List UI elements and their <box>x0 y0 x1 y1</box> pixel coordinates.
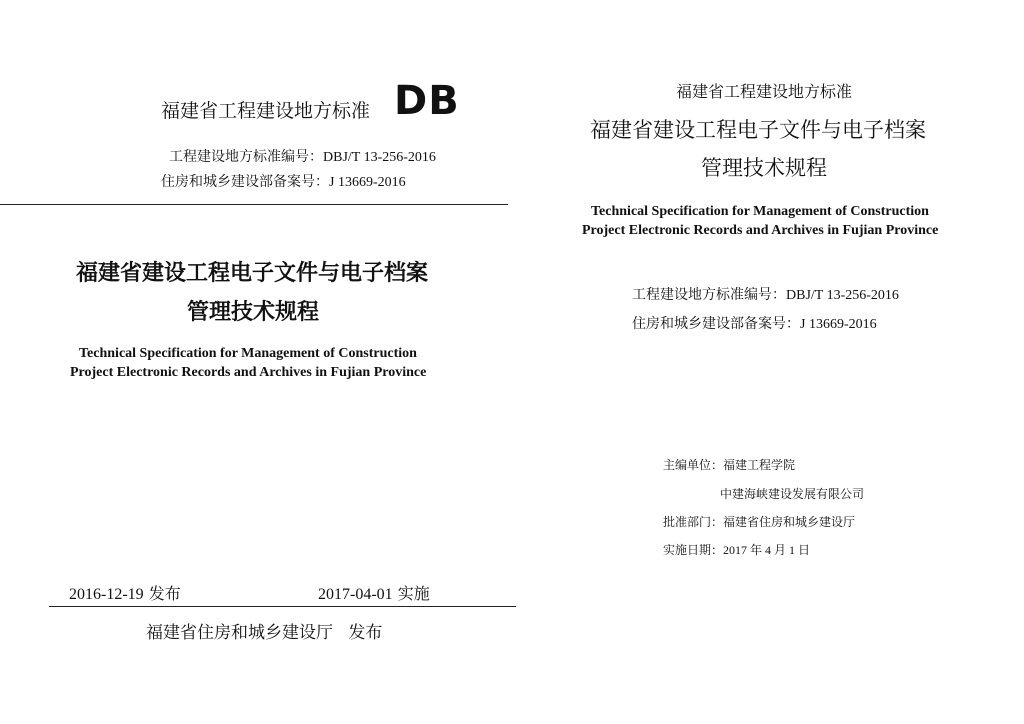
db-mark: DB <box>394 78 460 124</box>
filing-number-value: J 13669-2016 <box>329 175 406 190</box>
cover-effective-date <box>318 581 430 604</box>
cover-bottom-rule <box>49 606 516 607</box>
publisher-action: 发布 <box>348 623 383 643</box>
cover-title-en-line1: Technical Specification for Management of Construction <box>79 346 417 361</box>
filing-number-label: 住房和城乡建设部备案号： <box>632 316 800 332</box>
cover-filing-number <box>161 171 406 191</box>
chief-editor-unit-2: 中建海峡建设发展有限公司 <box>720 487 865 501</box>
standard-number-value: DBJ/T 13-256-2016 <box>323 150 436 165</box>
cover-title-en-line2: Project Electronic Records and Archives in Fujian Province <box>70 365 427 380</box>
cover-standard-number <box>169 146 436 166</box>
chief-editor-row <box>663 456 795 473</box>
title-page-title-cn-line1: 福建省建设工程电子文件与电子档案 <box>590 118 926 142</box>
title-page-title-en-line2: Project Electronic Records and Archives in Fujian Province <box>582 223 939 238</box>
cover-top-rule <box>0 204 508 205</box>
issue-date-value: 2016-12-19 <box>69 586 144 603</box>
implementation-row <box>663 541 810 558</box>
issue-label: 发布 <box>148 584 181 603</box>
approver-label: 批准部门： <box>663 515 724 529</box>
title-page <box>520 0 1024 724</box>
standard-number-label: 工程建设地方标准编号： <box>169 149 323 165</box>
implementation-date: 2017 年 4 月 1 日 <box>723 543 811 557</box>
title-page-filing-number <box>632 313 877 333</box>
effective-label: 实施 <box>397 584 430 603</box>
implementation-label: 实施日期： <box>663 543 724 557</box>
title-page-header: 福建省工程建设地方标准 <box>676 82 853 101</box>
cover-issue-date <box>69 581 181 604</box>
effective-date-value: 2017-04-01 <box>318 586 393 603</box>
title-page-title-en-line1: Technical Specification for Management of Construction <box>591 204 929 219</box>
cover-header-title: 福建省工程建设地方标准 <box>161 100 371 122</box>
cover-title-cn-line2: 管理技术规程 <box>187 300 320 325</box>
title-page-standard-number <box>632 284 899 304</box>
filing-number-label: 住房和城乡建设部备案号： <box>161 174 329 190</box>
chief-editor-unit-1: 福建工程学院 <box>723 458 796 472</box>
standard-number-value: DBJ/T 13-256-2016 <box>786 288 899 303</box>
chief-editor-label: 主编单位： <box>663 458 724 472</box>
publisher-name: 福建省住房和城乡建设厅 <box>146 623 333 643</box>
title-page-title-cn-line2: 管理技术规程 <box>701 156 827 180</box>
standard-number-label: 工程建设地方标准编号： <box>632 287 786 303</box>
cover-publisher <box>146 618 382 643</box>
approver-row <box>663 513 855 530</box>
filing-number-value: J 13669-2016 <box>800 317 877 332</box>
approver-value: 福建省住房和城乡建设厅 <box>723 515 856 529</box>
cover-title-cn-line1: 福建省建设工程电子文件与电子档案 <box>76 261 429 286</box>
